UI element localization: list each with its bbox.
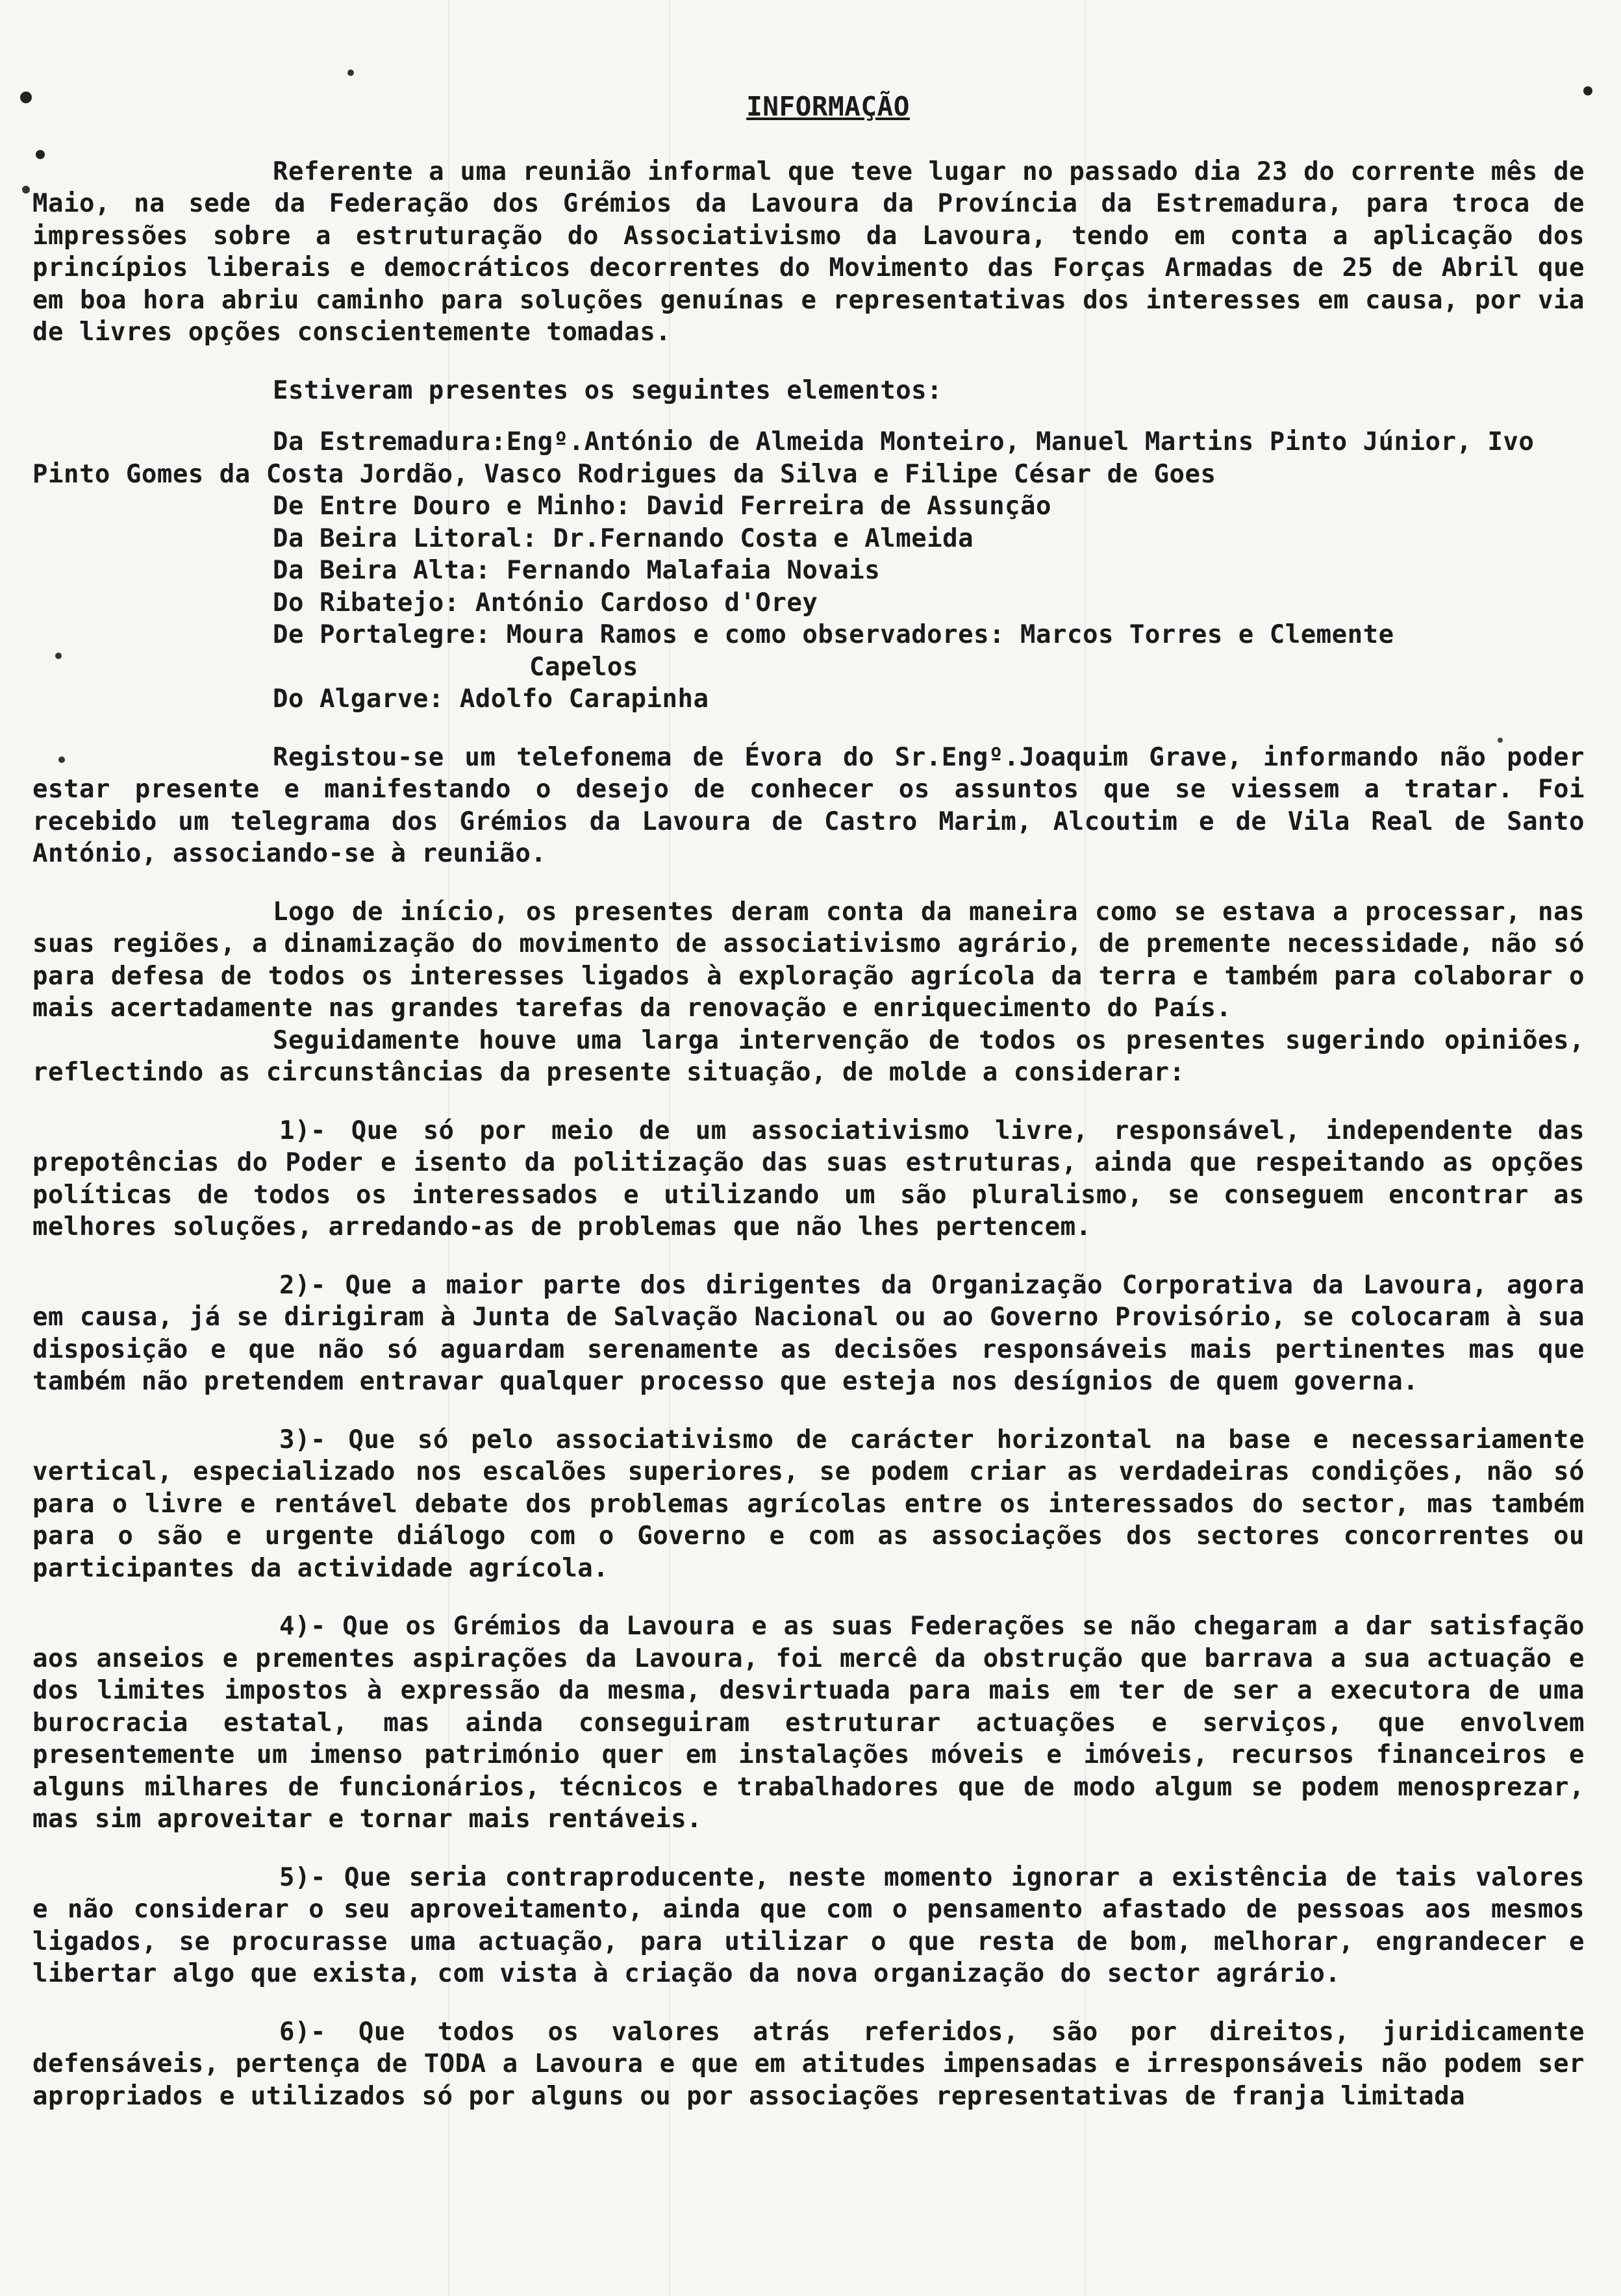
speck [20, 92, 32, 103]
attendees-intro: Estiveram presentes os seguintes elementos: [273, 375, 943, 405]
attendee-names: Adolfo Carapinha [459, 684, 709, 714]
attendee-names: Engº.António de Almeida Monteiro, Manuel Martins Pinto Júnior, Ivo Pinto Gomes da Costa Jordão, Vasco Rodrigues da Silva e Filipe César de Goes [32, 427, 1535, 489]
attendee-row [32, 619, 1585, 683]
start-paragraph: Logo de início, os presentes deram conta da maneira como se estava a processar, nas suas regiões, a dinamização do movimento de associativismo agrário, de premente necessidade, não só para defesa de todos os interesses ligados à exploração agrícola da terra e também para colaborar o mais acertadamente nas grandes tarefas da renovação e enriquecimento do País. [32, 897, 1585, 1023]
attendee-names: Dr.Fernando Costa e Almeida [553, 523, 974, 553]
telephone-paragraph: Registou-se um telefonema de Évora do Sr.Engº.Joaquim Grave, informando não poder estar presente e manifestando o desejo de conhecer os assuntos que se viessem a tratar. Foi recebido um telegrama dos Grémios da Lavoura de Castro Marim, Alcoutim e de Vila Real de Santo António, associando-se à reunião. [32, 742, 1585, 868]
intro-paragraph: Referente a uma reunião informal que teve lugar no passado dia 23 do corrente mês de Maio, na sede da Federação dos Grémios da Lavoura da Província da Estremadura, para troca de impressões sobre a estruturação do Associativismo da Lavoura, tendo em conta a aplicação dos princípios liberais e democráticos decorrentes do Movimento das Forças Armadas de 25 de Abril que em boa hora abriu caminho para soluções genuínas e representativas dos interesses em causa, por via de livres opções conscientemente tomadas. [32, 156, 1585, 347]
attendee-row [32, 523, 1585, 555]
attendees-list [32, 426, 1585, 716]
point-3: 3)- Que só pelo associativismo de carácter horizontal na base e necessariamente vertical, especializado nos escalões superiores, se podem criar as verdadeiras condições, não só para o livre e rentável debate dos problemas agrícolas entre os interessados do sector, mas também para o são e urgente diálogo com o Governo e com as associações dos sectores concorrentes ou participantes da actividade agrícola. [32, 1425, 1585, 1583]
attendee-region: Do Ribatejo: [273, 588, 460, 618]
speck [22, 186, 30, 193]
speck [347, 69, 354, 76]
document-body [32, 91, 1585, 2138]
attendee-names: Moura Ramos e como observadores: Marcos Torres e Clemente [506, 620, 1394, 649]
attendee-region: Do Algarve: [273, 684, 444, 714]
speck [1583, 86, 1592, 95]
attendee-row [32, 555, 1585, 587]
attendee-region: De Portalegre: [273, 620, 491, 649]
attendee-names: Fernando Malafaia Novais [506, 556, 881, 585]
attendee-names: David Ferreira de Assunção [646, 492, 1052, 521]
document-title: INFORMAÇÃO [746, 91, 910, 122]
point-1: 1)- Que só por meio de um associativismo livre, responsável, independente das prepotências do Poder e isento da politização das suas estruturas, ainda que respeitando as opções políticas de todos os interessados e utilizando um são pluralismo, se conseguem encontrar as melhores soluções, arredando-as de problemas que não lhes pertencem. [32, 1116, 1585, 1242]
attendee-names: António Cardoso d'Orey [475, 588, 818, 618]
point-5: 5)- Que seria contraproducente, neste momento ignorar a existência de tais valores e não considerar o seu aproveitamento, ainda que com o pensamento afastado de pessoas aos mesmos ligados, se procurasse uma actuação, para utilizar o que resta de bom, melhorar, engrandecer e libertar algo que exista, com vista à criação da nova organização do sector agrário. [32, 1862, 1585, 1988]
attendee-region: De Entre Douro e Minho: [273, 492, 631, 521]
attendee-row [32, 683, 1585, 716]
attendee-row [32, 426, 1585, 490]
point-4: 4)- Que os Grémios da Lavoura e as suas Federações se não chegaram a dar satisfação aos anseios e prementes aspirações da Lavoura, foi mercê da obstrução que barrava a sua actuação e dos limites impostos à expressão da mesma, desvirtuada para mais em ter de ser a executora de uma burocracia estatal, mas ainda conseguiram estruturar actuações e serviços, que envolvem presentemente um imenso património quer em instalações móveis e imóveis, recursos financeiros e alguns milhares de funcionários, técnicos e trabalhadores que de modo algum se podem menosprezar, mas sim aproveitar e tornar mais rentáveis. [32, 1612, 1585, 1834]
attendee-names-continuation: Capelos [529, 652, 638, 682]
point-2: 2)- Que a maior parte dos dirigentes da Organização Corporativa da Lavoura, agora em causa, já se dirigiram à Junta de Salvação Nacional ou ao Governo Provisório, se colocaram à sua disposição e que não só aguardam serenamente as decisões responsáveis mais pertinentes mas que também não pretendem entravar qualquer processo que esteja nos desígnios de quem governa. [32, 1270, 1585, 1396]
intervention-paragraph: Seguidamente houve uma larga intervenção de todos os presentes sugerindo opiniões, reflectindo as circunstâncias da presente situação, de molde a considerar: [32, 1025, 1585, 1087]
point-6: 6)- Que todos os valores atrás referidos, são por direitos, juridicamente defensáveis, pertença de TODA a Lavoura e que em atitudes impensadas e irresponsáveis não podem ser apropriados e utilizados só por alguns ou por associações representativas de franja limitada [32, 2017, 1585, 2111]
attendee-row [32, 587, 1585, 619]
attendee-region: Da Beira Alta: [273, 556, 491, 585]
attendee-row [32, 490, 1585, 523]
attendee-region: Da Beira Litoral: [273, 523, 538, 553]
attendee-region: Da Estremadura: [273, 427, 507, 456]
